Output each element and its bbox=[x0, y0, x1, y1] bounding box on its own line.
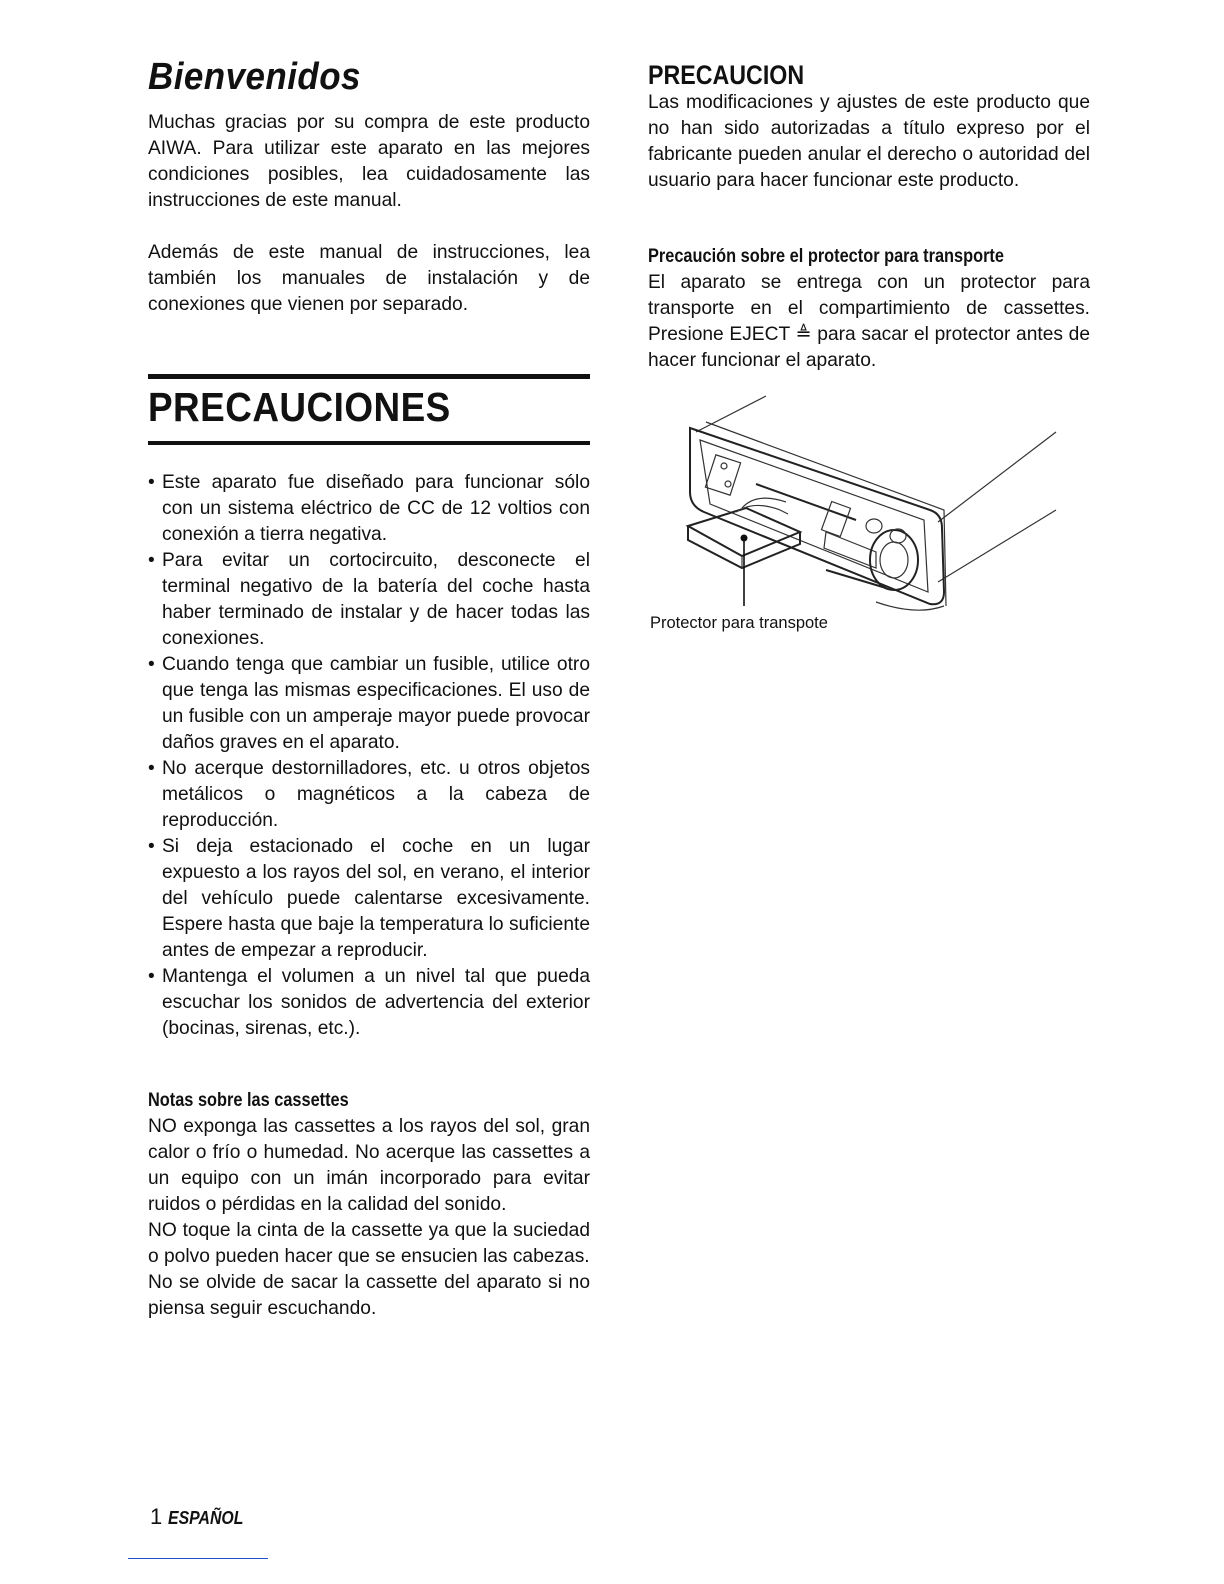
footer-link-underline bbox=[128, 1558, 268, 1559]
precauciones-title: PRECAUCIONES bbox=[148, 384, 451, 430]
precautions-list bbox=[148, 470, 590, 1042]
precaution-item-3: • Cuando tenga que cambiar un fusible, utilice otro que tenga las mismas especificaciones. El uso de un fusible con un amperaje mayor puede provocar daños graves en el aparato. bbox=[148, 652, 590, 756]
precaution-item-1: • Este aparato fue diseñado para funcionar sólo con un sistema eléctrico de CC de 12 voltios con conexión a tierra negativa. bbox=[148, 470, 590, 548]
page-footer bbox=[150, 1502, 254, 1533]
precaution-item-4: • No acerque destornilladores, etc. u otros objetos metálicos o magnéticos a la cabeza de reproducción. bbox=[148, 756, 590, 834]
cassette-notes-paragraph-1: NO exponga las cassettes a los rayos del sol, gran calor o frío o humedad. No acerque las cassettes a un equipo con un imán incorporado para evitar ruidos o pérdidas en la calidad del sonido. bbox=[148, 1116, 590, 1215]
illustration-caption: Protector para transpote bbox=[650, 614, 828, 632]
protector-section bbox=[648, 244, 1090, 374]
cassette-notes-paragraph-3: No se olvide de sacar la cassette del aparato si no piensa seguir escuchando. bbox=[148, 1272, 590, 1319]
top-rule bbox=[148, 374, 590, 379]
cassette-notes-paragraph-2: NO toque la cinta de la cassette ya que la suciedad o polvo pueden hacer que se ensucien las cabezas. bbox=[148, 1220, 590, 1267]
precaution-item-5: • Si deja estacionado el coche en un lugar expuesto a los rayos del sol, en verano, el interior del vehículo puede calentarse excesivamente. Espere hasta que baje la temperatura lo suficiente antes de empezar a reproducir. bbox=[148, 834, 590, 964]
welcome-paragraph-2: Además de este manual de instrucciones, lea también los manuales de instalación y de conexiones que vienen por separado. bbox=[148, 242, 590, 315]
precaution-item-2: • Para evitar un cortocircuito, desconecte el terminal negativo de la batería del coche hasta haber terminado de instalar y de hacer todas las conexiones. bbox=[148, 548, 590, 652]
cassette-notes-section bbox=[148, 1088, 590, 1322]
page-number: 1 bbox=[150, 1504, 163, 1529]
welcome-title: Bienvenidos bbox=[148, 56, 361, 98]
protector-heading: Precaución sobre el protector para transporte bbox=[648, 246, 1004, 267]
welcome-paragraph-1: Muchas gracias por su compra de este producto AIWA. Para utilizar este aparato en las mejores condiciones posibles, lea cuidadosamente las instrucciones de este manual. bbox=[148, 112, 590, 211]
language-label: ESPAÑOL bbox=[168, 1508, 244, 1528]
precaucion-heading: PRECAUCION bbox=[648, 60, 805, 90]
bottom-rule bbox=[148, 441, 590, 445]
precaution-item-6: • Mantenga el volumen a un nivel tal que pueda escuchar los sonidos de advertencia del exterior (bocinas, sirenas, etc.). bbox=[148, 964, 590, 1042]
car-stereo-illustration bbox=[676, 392, 1066, 616]
cassette-notes-heading: Notas sobre las cassettes bbox=[148, 1090, 349, 1111]
precaucion-paragraph: Las modificaciones y ajustes de este producto que no han sido autorizadas a título expreso por el fabricante pueden anular el derecho o autoridad del usuario para hacer funcionar este producto. bbox=[648, 92, 1090, 191]
protector-paragraph: El aparato se entrega con un protector para transporte en el compartimiento de cassettes. Presione EJECT ≜ para sacar el protector antes de hacer funcionar el aparato. bbox=[648, 272, 1090, 371]
precaucion-section bbox=[648, 60, 1090, 194]
